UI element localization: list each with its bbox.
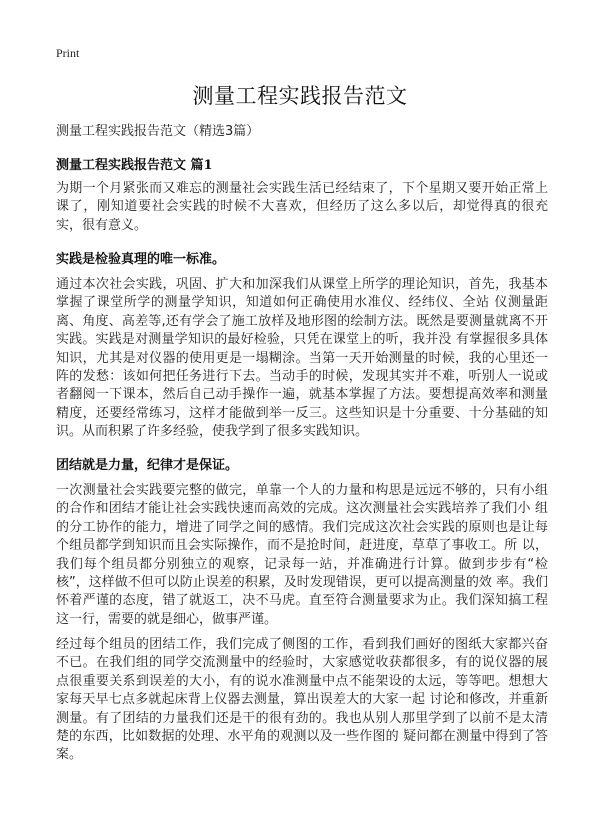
paragraph-teamwork: 一次测量社会实践要完整的做完，单靠一个人的力量和构思是远远不够的，只有小组的合作和团结才能让社会实践快速而高效的完成。这次测量社会实践培养了我们小 组的分工协作的能力，增进了同学之间的感情。我们完成这次社会实践的原则也是让每个组员都学到知识而且会实际操作，而不是抢时间，赶进度，草草了事收工。所 以，我们每个组员都分别独立的观察，记录每一站，并准确进行计算。做到步步有“检核”，这样做不但可以防止误差的积累，及时发现错误，更可以提高测量的效 率。我们怀着严谨的态度，错了就返工，决不马虎。直至符合测量要求为止。我们深知搞工程这一行，需要的就是细心，做事严谨。 [56,483,548,627]
page-title: 测量工程实践报告范文 [192,84,408,108]
print-link[interactable]: Print [56,46,80,60]
paragraph-practice: 通过本次社会实践，巩固、扩大和加深我们从课堂上所学的理论知识，首先，我基本掌握了课堂所学的测量学知识，知道如何正确使用水准仪、经纬仪、全站 仪测量距离、角度、高差等,还有学会了施工放样及地形图的绘制方法。既然是要测量就离不开实践。实践是对测量学知识的最好检验，只凭在课堂上的听，我并没 有掌握很多具体知识，尤其是对仪器的使用更是一塌糊涂。当第一天开始测量的时候，我的心里还一阵的发愁：该如何把任务进行下去。当动手的时候，发现其实并不难，听别人一说或者翻阅一下课本，然后自己动手操作一遍，就基本掌握了方法。要想提高效率和测量精度，还要经常练习，这样才能做到举一反三。这些知识是十分重要、十分基础的知识。从而积累了许多经验，使我学到了很多实践知识。 [56,277,548,440]
page-subtitle: 测量工程实践报告范文（精选3篇） [56,124,260,139]
paragraph-intro: 为期一个月紧张而又难忘的测量社会实践生活已经结束了，下个星期又要开始正常上课了，刚知道要社会实践的时候不大喜欢，但经历了这么多以后，却觉得真的很充实，很有意义。 [56,181,548,233]
section-heading-practice: 实践是检验真理的唯一标准。 [56,252,226,267]
paragraph-experience: 经过每个组员的团结工作，我们完成了侧图的工作，看到我们画好的图纸大家都兴奋不已。在我们组的同学交流测量中的经验时，大家感觉收获都很多，有的说仪器的展点很重要关系到误差的大小，有的说水准测量中点不能架设的太远，等等吧。想想大家每天早七点多就起床背上仪器去测量，算出误差大的大家一起 讨论和修改，并重新测量。有了团结的力量我们还是干的很有劲的。我也从别人那里学到了以前不是太清楚的东西，比如数据的处理、水平角的观测以及一些作图的 疑问都在测量中得到了答案。 [56,637,548,763]
article-heading: 测量工程实践报告范文 篇1 [56,158,213,173]
section-heading-unity: 团结就是力量，纪律才是保证。 [56,458,239,473]
